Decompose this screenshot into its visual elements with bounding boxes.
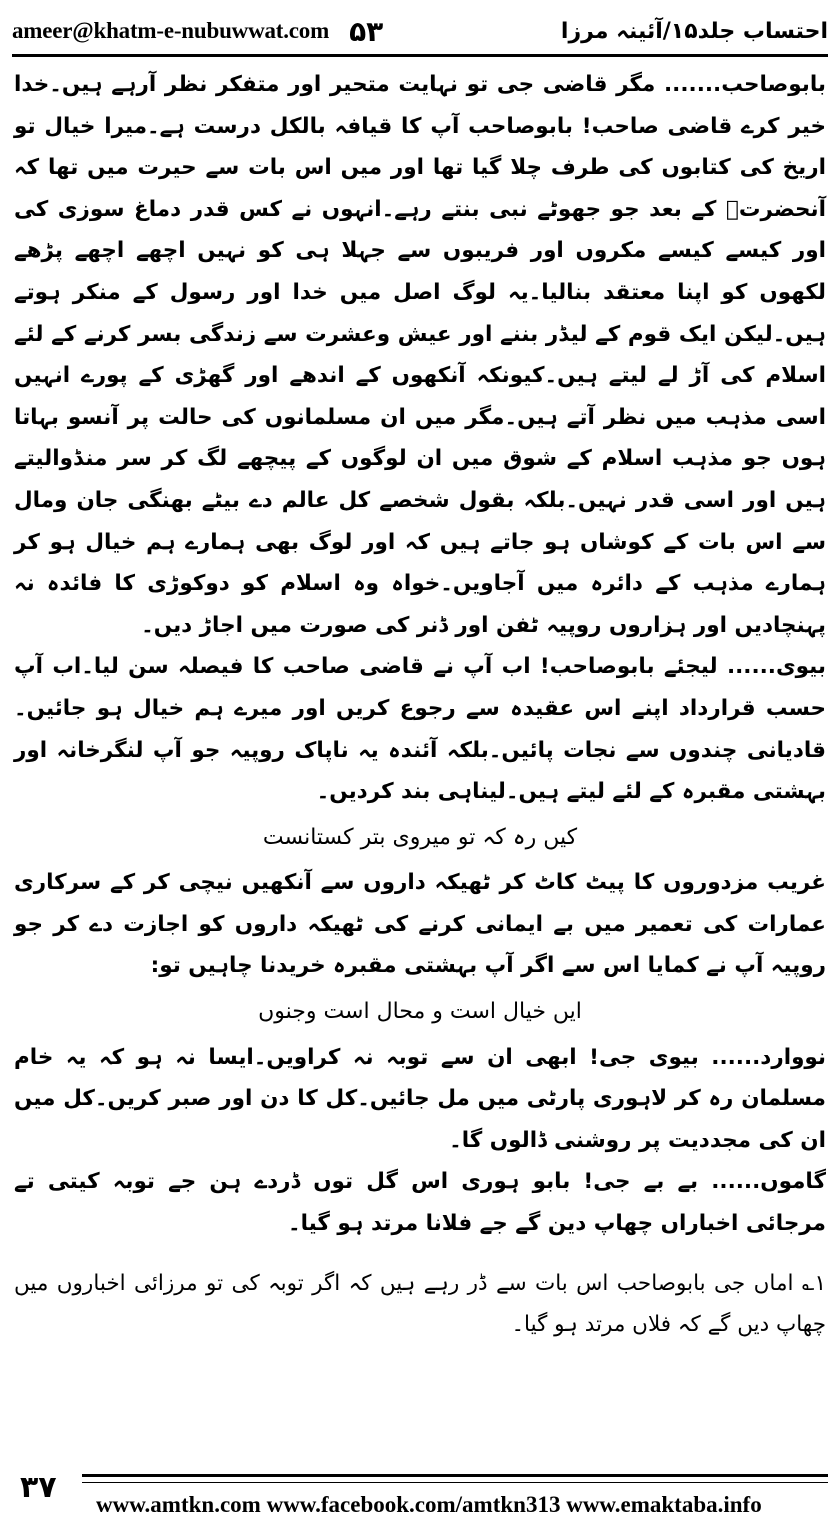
paragraph-babu-sahib: بابوصاحب....... مگر قاضی جی تو نہایت متحیر اور متفکر نظر آرہے ہیں۔خدا خیر کرے قاضی صاحب! بابوصاحب آپ کا قیافہ بالکل درست ہے۔میرا خیال تو اریخ کی کتابوں کی طرف چلا گیا تھا اور میں اس بات سے حیرت میں تھا کہ آنحضرتؐ کے بعد جو جھوٹے نبی بنتے رہے۔انہوں نے کس قدر دماغ سوزی کی اور کیسے کیسے مکروں اور فریبوں سے جہلا ہی کو نہیں اچھے اچھے پڑھے لکھوں کو اپنا معتقد بنالیا۔یہ لوگ اصل میں خدا اور رسول کے منکر ہوتے ہیں۔لیکن ایک قوم کے لیڈر بننے اور عیش وعشرت سے زندگی بسر کرنے کے لئے اسلام کی آڑ لے لیتے ہیں۔کیونکہ آنکھوں کے اندھے اور گھڑی کے پورے انہیں اسی مذہب میں نظر آتے ہیں۔مگر میں ان مسلمانوں کی حالت پر آنسو بہاتا ہوں جو مذہب اسلام کے شوق میں ان لوگوں کے پیچھے لگ کر سر منڈوالیتے ہیں اور اسی قدر نہیں۔بلکہ بقول شخصے کل عالم دے بیٹے بھنگی جان ومال سے اس بات کے کوشاں ہو جاتے ہیں کہ اور لوگ بھی ہمارے ہم خیال ہو کر ہمارے مذہب کے دائرہ میں آجاویں۔خواہ وہ اسلام کو دوکوڑی کا فائدہ نہ پہنچادیں اور ہزاروں روپیہ ٹفن اور ڈنر کی صورت میں اجاڑ دیں۔ bbox=[14, 72, 826, 638]
page-header bbox=[12, 8, 828, 57]
header-page-number: ۵۳ bbox=[349, 14, 384, 48]
verse-line-2: ایں خیال است و محال است وجنوں bbox=[258, 999, 582, 1025]
page-footer bbox=[12, 1462, 828, 1528]
footnote: ۱؎ اماں جی بابوصاحب اس بات سے ڈر رہے ہیں کہ اگر توبہ کی تو مرزائی اخباروں میں چھاپ دیں گے کہ فلاں مرتد ہو گیا۔ bbox=[14, 1270, 826, 1338]
footer-rule-thick bbox=[82, 1474, 828, 1477]
paragraph-nowarid: نووارد...... بیوی جی! ابھی ان سے توبہ نہ کراویں۔ایسا نہ ہو کہ یہ خام مسلمان رہ کر لاہوری پارٹی میں مل جائیں۔کل کا دن اور صبر کریں۔کل میں ان کی مجددیت پر روشنی ڈالوں گا۔ bbox=[14, 1044, 826, 1153]
footer-links: www.amtkn.com www.facebook.com/amtkn313 www.emaktaba.info bbox=[96, 1492, 762, 1517]
verse-line-1: کیں رہ کہ تو میروی بتر کستانست bbox=[262, 824, 578, 850]
header-email: ameer@khatm-e-nubuwwat.com bbox=[12, 18, 330, 43]
header-left bbox=[12, 15, 383, 48]
footer-page-number: ۳۷ bbox=[20, 1470, 57, 1505]
footer-rule-thin bbox=[82, 1482, 828, 1483]
page-body bbox=[14, 64, 826, 1458]
paragraph-ghareeb: غریب مزدوروں کا پیٹ کاٹ کر ٹھیکہ داروں سے آنکھیں نیچی کر کے سرکاری عمارات کی تعمیر میں بے ایمانی کرنے کی ٹھیکہ داروں کو اجازت دے کر جو روپیہ آپ نے کمایا اس سے اگر آپ بہشتی مقبرہ خریدنا چاہیں تو: bbox=[14, 870, 826, 979]
header-book-title: احتساب جلد۱۵/آئینہ مرزا bbox=[560, 18, 828, 44]
paragraph-gamoon: گاموں...... بے بے جی! بابو ہوری اس گل توں ڈردے ہن جے توبہ کیتی تے مرجائی اخباراں چھاپ دین گے جے فلانا مرتد ہو گیا۔ bbox=[14, 1169, 826, 1237]
paragraph-biwi: بیوی...... لیجئے بابوصاحب! اب آپ نے قاضی صاحب کا فیصلہ سن لیا۔اب آپ حسب قرارداد اپنے اس عقیدہ سے رجوع کریں اور میرے ہم خیال ہو جائیں۔قادیانی چندوں سے نجات پائیں۔بلکہ آئندہ یہ ناپاک روپیہ جو آپ لنگرخانہ اور بہشتی مقبرہ کے لئے لیتے ہیں۔لیناہی بند کردیں۔ bbox=[14, 654, 826, 805]
